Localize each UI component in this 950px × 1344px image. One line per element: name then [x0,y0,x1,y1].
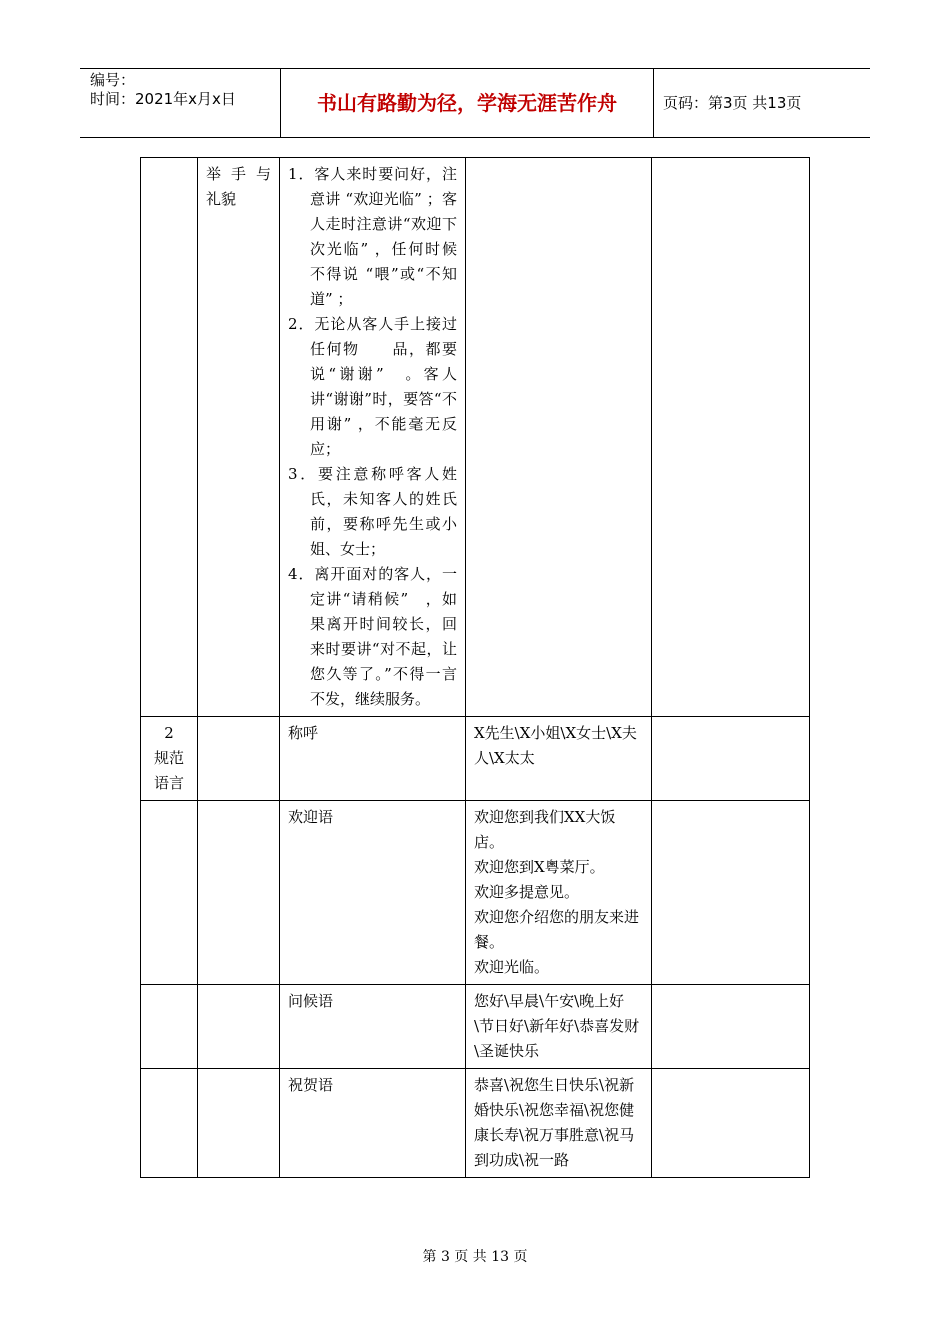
table-cell [141,985,198,1069]
number-label: 编号： [90,71,136,89]
motto: 书山有路勤为径，学海无涯苦作舟 [280,69,654,137]
table-cell [280,158,466,717]
list-item: 欢迎多提意见。 [474,883,580,901]
list-item: 欢迎您到X粤菜厅。 [474,858,605,876]
table-cell [466,1069,652,1178]
table-row [141,985,810,1069]
table-cell [466,158,652,717]
row-content: 恭喜\祝您生日快乐\祝新婚快乐\祝您幸福\祝您健康长寿\祝万事胜意\祝马到功成\祝一路 [474,1076,635,1169]
etiquette-table [140,157,810,1178]
topic-label: 举 手 与 礼貌 [206,165,271,208]
row-content: 您好\早晨\午安\晚上好\节日好\新年好\恭喜发财\圣诞快乐 [474,992,640,1060]
list-item: 欢迎您到我们XX大饭店。 [474,808,616,851]
table-cell [652,717,810,801]
row-label: 问候语 [288,992,334,1010]
row-label: 欢迎语 [288,808,334,826]
table-cell [466,801,652,985]
list-item: 4．离开面对的客人，一定讲“请稍候” ，如果离开时间较长，回来时要讲“对不起，让您久等了。”不得一言不发，继续服务。 [288,565,457,708]
table-row [141,158,810,717]
row-label: 祝贺语 [288,1076,334,1094]
list-item: 1．客人来时要问好，注意讲 “欢迎光临” ；客人走时注意讲“欢迎下次光临” ，任何时候不得说 “喂”或“不知道” ； [288,165,457,308]
table-cell [198,717,280,801]
list-item: 2．无论从客人手上接过任何物 品，都要说“谢谢” 。客人讲“谢谢”时，要答“不用谢” ，不能毫无反应； [288,315,457,458]
list-item: 3．要注意称呼客人姓氏，未知客人的姓氏前，要称呼先生或小姐、女士； [288,465,457,558]
table-cell [652,1069,810,1178]
section-number: 2 [164,724,174,742]
row-label: 称呼 [288,724,319,742]
time-label: 时间：2021年x月x日 [90,90,236,108]
table-row [141,801,810,985]
table-cell [141,158,198,717]
page-footer: 第 3 页 共 13 页 [422,1249,528,1265]
page-label: 页码：第3页 共13页 [663,94,802,112]
list-item: 欢迎您介绍您的朋友来进餐。 [474,908,640,951]
table-cell [280,801,466,985]
page-header [80,68,870,138]
table-cell [652,985,810,1069]
table-cell [652,158,810,717]
table-cell [198,158,280,717]
table-cell [198,985,280,1069]
table-cell [280,717,466,801]
table-cell [198,801,280,985]
table-row [141,717,810,801]
table-cell [280,985,466,1069]
list-item: 欢迎光临。 [474,958,550,976]
table-cell [141,801,198,985]
row-content: X先生\X小姐\X女士\X夫人\X太太 [474,724,637,767]
table-row [141,1069,810,1178]
table-cell [141,1069,198,1178]
table-cell [652,801,810,985]
section-title: 规范语言 [153,749,184,792]
table-cell [141,717,198,801]
table-cell [466,985,652,1069]
header-info [80,69,280,137]
table-cell [280,1069,466,1178]
table-cell [466,717,652,801]
table-cell [198,1069,280,1178]
